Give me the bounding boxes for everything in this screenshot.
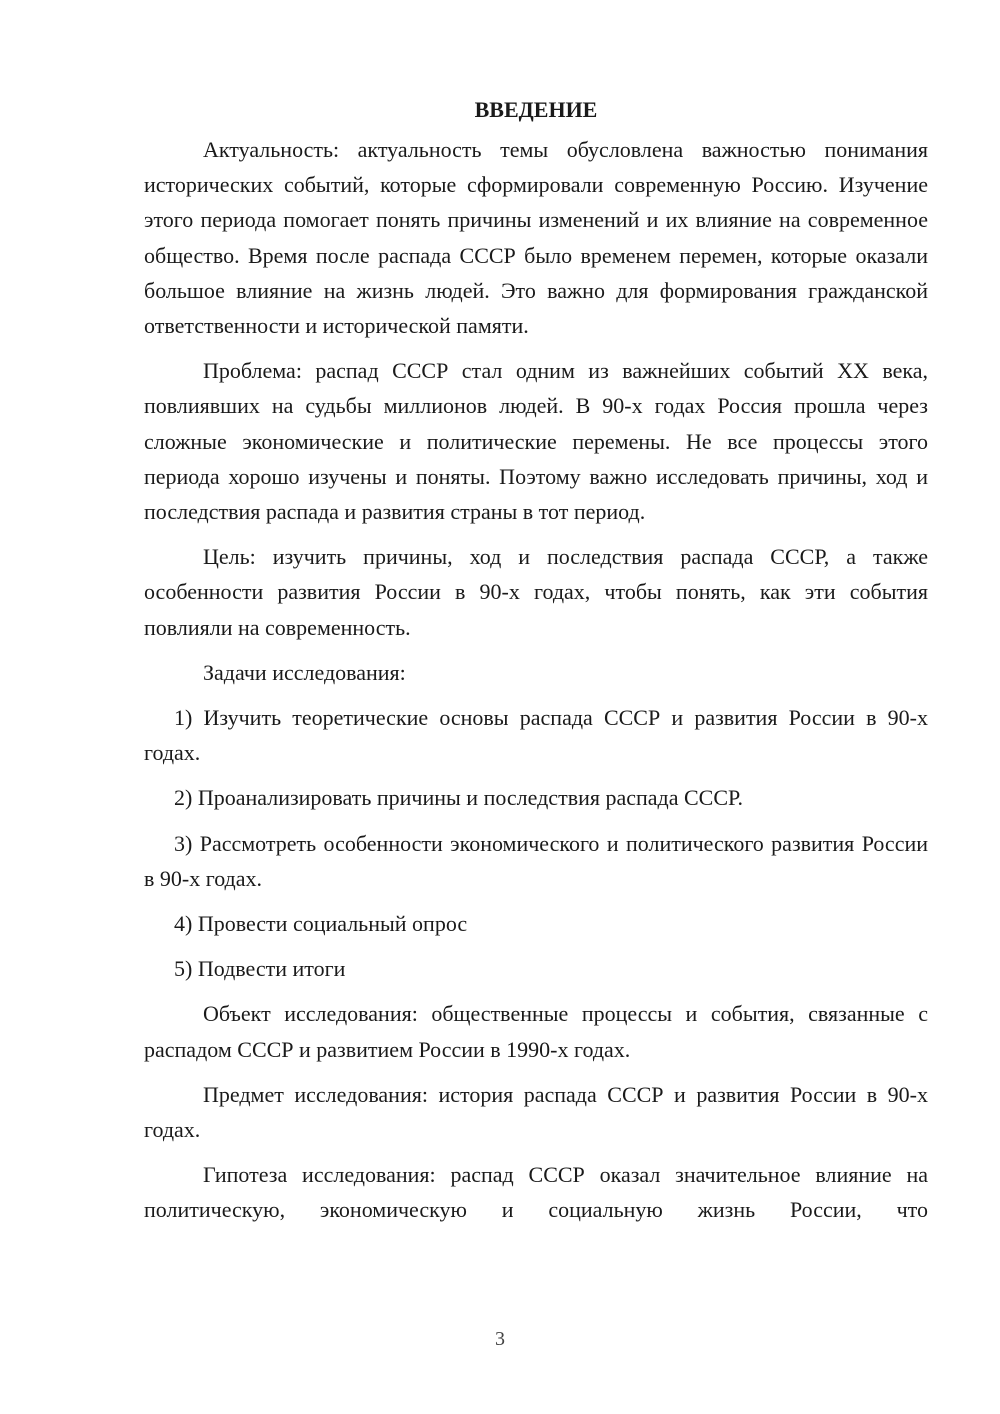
section-heading: ВВЕДЕНИЕ: [474, 97, 598, 122]
list-item: 5) Подвести итоги: [174, 956, 346, 982]
document-page: [144, 92, 928, 1238]
hypothesis-paragraph: Гипотеза исследования: распад СССР оказал значительное влияние на политическую, экономическую и социальную жизнь России, что: [144, 1162, 928, 1223]
tasks-title: Задачи исследования:: [203, 659, 406, 685]
list-item: 2) Проанализировать причины и последствия распада СССР.: [174, 785, 744, 811]
subject-paragraph: Предмет исследования: история распада СССР и развития России в 90-х годах.: [144, 1081, 928, 1143]
list-item: 4) Провести социальный опрос: [174, 911, 468, 937]
goal-paragraph: Цель: изучить причины, ход и последствия распада СССР, а также особенности развития России в 90-х годах, чтобы понять, как эти события повлияли на современность.: [144, 544, 928, 640]
tasks-list: [144, 700, 928, 986]
list-item: 1) Изучить теоретические основы распада СССР и развития России в 90-х годах.: [144, 705, 928, 766]
object-paragraph: Объект исследования: общественные процессы и события, связанные с распадом СССР и развитием России в 1990-х годах.: [144, 1001, 928, 1062]
problem-paragraph: Проблема: распад СССР стал одним из важнейших событий XX века, повлиявших на судьбы миллионов людей. В 90-х годах Россия прошла через сложные экономические и политические перемены. Не все процессы этого периода хорошо изучены и поняты. Поэтому важно исследовать причины, ход и последствия распада и развития страны в тот период.: [144, 358, 928, 525]
list-item: 3) Рассмотреть особенности экономического и политического развития России в 90-х годах.: [144, 830, 928, 891]
relevance-paragraph: Актуальность: актуальность темы обусловлена важностью понимания исторических событий, которые сформировали современную Россию. Изучение этого периода помогает понять причины изменений и их влияние на современное общество. Время после распада СССР было временем перемен, которые оказали большое влияние на жизнь людей. Это важно для формирования гражданской ответственности и исторической памяти.: [144, 137, 928, 339]
page-number: 3: [495, 1328, 505, 1350]
